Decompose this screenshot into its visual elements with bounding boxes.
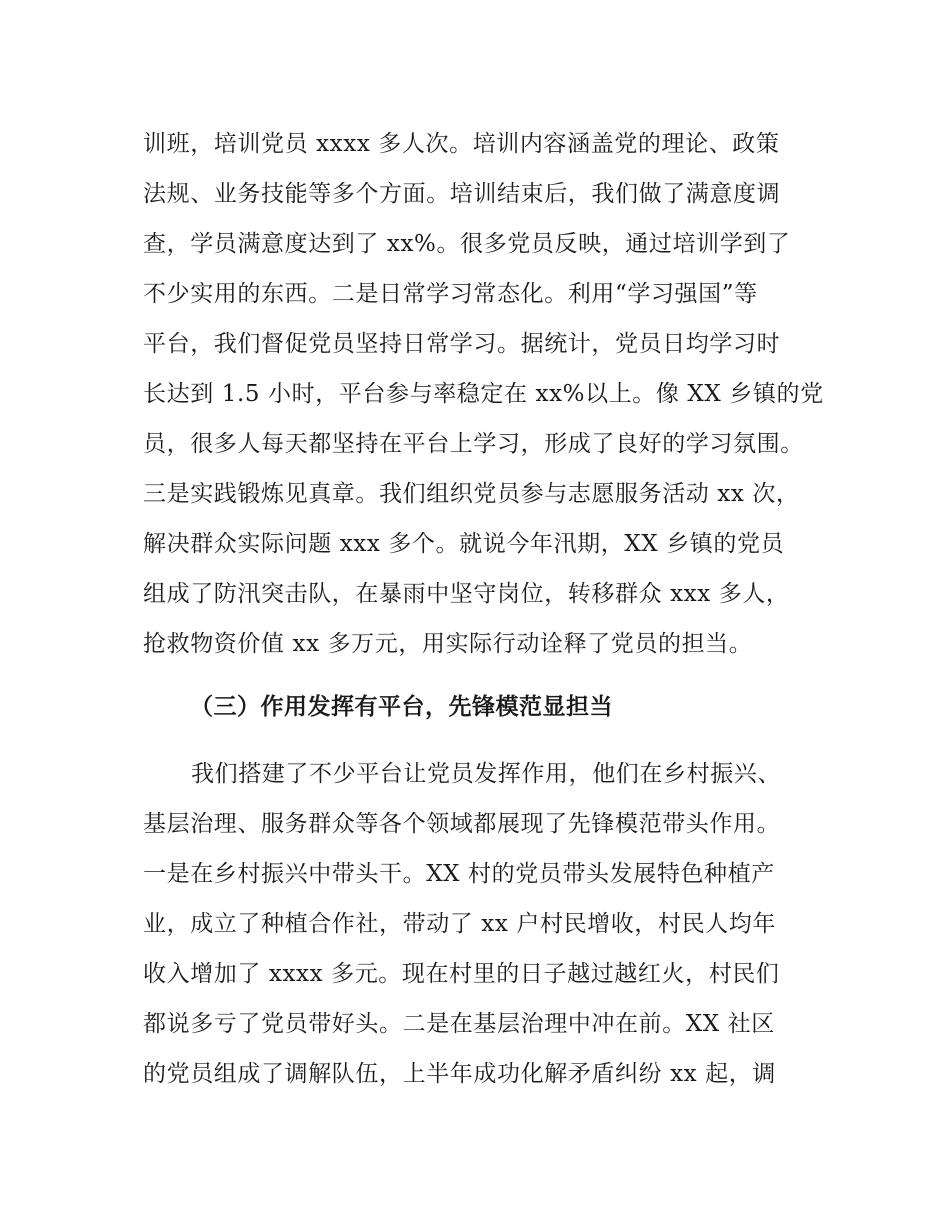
paragraph-line: 员，很多人每天都坚持在平台上学习，形成了良好的学习氛围。 [143,431,804,457]
paragraph-line: 解决群众实际问题 xxx 多个。就说今年汛期，XX 乡镇的党员 [143,531,785,557]
paragraph-line: 收入增加了 xxxx 多元。现在村里的日子越过越红火，村民们 [143,961,780,987]
paragraph-line: 长达到 1.5 小时，平台参与率稳定在 xx%以上。像 XX 乡镇的党 [143,381,824,407]
paragraph-line: 训班，培训党员 xxxx 多人次。培训内容涵盖党的理论、政策 [143,131,780,157]
paragraph-line: 法规、业务技能等多个方面。培训结束后，我们做了满意度调 [143,181,781,207]
paragraph-line: 都说多亏了党员带好头。二是在基层治理中冲在前。XX 社区 [143,1011,775,1037]
paragraph-line: 三是实践锻炼见真章。我们组织党员参与志愿服务活动 xx 次， [143,481,800,507]
paragraph-line: 我们搭建了不少平台让党员发挥作用，他们在乡村振兴、 [191,761,781,787]
paragraph-line: 一是在乡村振兴中带头干。XX 村的党员带头发展特色种植产 [143,861,775,887]
paragraph-line: 业，成立了种植合作社，带动了 xx 户村民增收，村民人均年 [143,911,776,937]
paragraph-line: 查，学员满意度达到了 xx%。很多党员反映，通过培训学到了 [143,231,791,257]
paragraph-line: 组成了防汛突击队，在暴雨中坚守岗位，转移群众 xxx 多人， [143,581,790,607]
paragraph-line: 不少实用的东西。二是日常学习常态化。利用“学习强国”等 [143,281,758,307]
paragraph-line: 抢救物资价值 xx 多万元，用实际行动诠释了党员的担当。 [143,631,753,657]
paragraph-line: 基层治理、服务群众等各个领域都展现了先锋模范带头作用。 [143,811,781,837]
paragraph-line: 平台，我们督促党员坚持日常学习。据统计，党员日均学习时 [143,331,781,357]
section-heading: （三）作用发挥有平台，先锋模范显担当 [190,694,613,720]
paragraph-line: 的党员组成了调解队伍，上半年成功化解矛盾纠纷 xx 起，调 [143,1061,776,1087]
